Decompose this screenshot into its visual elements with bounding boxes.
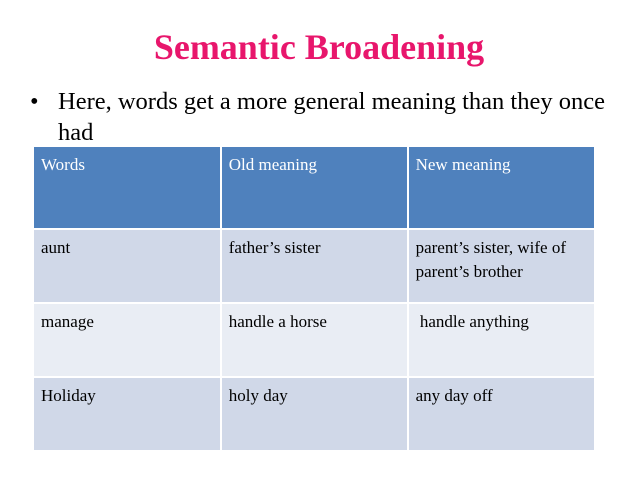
cell-word: manage (33, 303, 221, 377)
cell-new-meaning: parent’s sister, wife of parent’s brother (408, 229, 595, 303)
cell-old-meaning: handle a horse (221, 303, 408, 377)
cell-word: Holiday (33, 377, 221, 451)
cell-word: aunt (33, 229, 221, 303)
header-old-meaning: Old meaning (221, 146, 408, 229)
header-words: Words (33, 146, 221, 229)
table-row (33, 303, 595, 377)
table-row (33, 229, 595, 303)
meaning-table (32, 145, 596, 452)
cell-new-meaning: any day off (408, 377, 595, 451)
bullet-dot: • (30, 88, 39, 115)
cell-old-meaning: father’s sister (221, 229, 408, 303)
bullet-text: Here, words get a more general meaning than they once had (58, 88, 605, 146)
cell-old-meaning: holy day (221, 377, 408, 451)
table-row (33, 377, 595, 451)
slide-title: Semantic Broadening (153, 27, 485, 67)
header-new-meaning: New meaning (408, 146, 595, 229)
table-header-row (33, 146, 595, 229)
cell-new-meaning: handle anything (408, 303, 595, 377)
